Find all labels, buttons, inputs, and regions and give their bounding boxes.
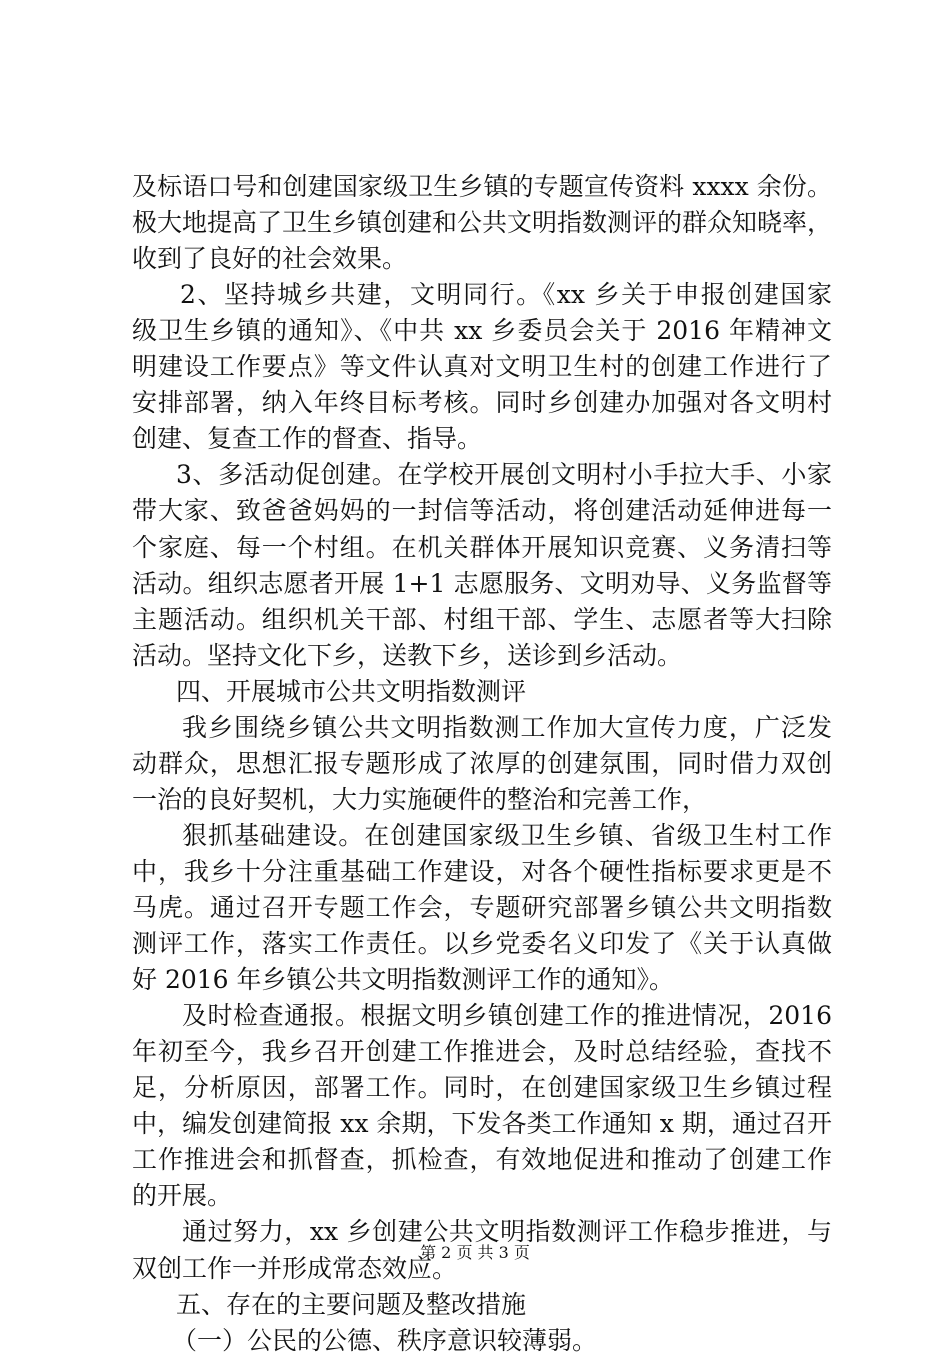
text-line: 3、多活动促创建。在学校开展创文明村小手拉大手、小家: [176, 460, 832, 490]
text-line: 创建、复查工作的督查、指导。: [132, 424, 483, 454]
text-line: 级卫生乡镇的通知》、《中共 xx 乡委员会关于 2016 年精神文: [132, 316, 832, 346]
text-line: 五、存在的主要问题及整改措施: [176, 1289, 527, 1319]
text-line: 测评工作，落实工作责任。以乡党委名义印发了《关于认真做: [132, 929, 832, 958]
text-line: 年初至今，我乡召开创建工作推进会，及时总结经验，查找不: [132, 1037, 832, 1067]
text-line: 活动。组织志愿者开展 1+1 志愿服务、文明劝导、义务监督等: [132, 568, 832, 598]
text-line: 马虎。通过召开专题工作会，专题研究部署乡镇公共文明指数: [132, 893, 832, 922]
text-line: 明建设工作要点》等文件认真对文明卫生村的创建工作进行了: [132, 352, 832, 382]
text-line: 活动。坚持文化下乡，送教下乡，送诊到乡活动。: [132, 640, 683, 670]
text-line: 及标语口号和创建国家级卫生乡镇的专题宣传资料 xxxx 余份。: [132, 172, 832, 201]
text-line: 足，分析原因，部署工作。同时，在创建国家级卫生乡镇过程: [132, 1073, 832, 1103]
text-line: 中，我乡十分注重基础工作建设，对各个硬性指标要求更是不: [132, 856, 832, 886]
text-line: 工作推进会和抓督查，抓检查，有效地促进和推动了创建工作: [132, 1145, 832, 1175]
text-line: 主题活动。组织机关干部、村组干部、学生、志愿者等大扫除: [132, 604, 832, 634]
text-line: 动群众，思想汇报专题形成了浓厚的创建氛围，同时借力双创: [132, 748, 832, 778]
text-line: 带大家、致爸爸妈妈的一封信等活动，将创建活动延伸进每一: [132, 496, 832, 526]
text-line: 收到了良好的社会效果。: [132, 244, 408, 274]
text-line: 好 2016 年乡镇公共文明指数测评工作的通知》。: [132, 965, 675, 995]
text-line: （一）公民的公德、秩序意识较薄弱。: [172, 1325, 598, 1355]
text-line: 我乡围绕乡镇公共文明指数测工作加大宣传力度，广泛发: [182, 712, 832, 742]
text-line: 双创工作一并形成常态效应。: [132, 1253, 458, 1283]
text-line: 一治的良好契机，大力实施硬件的整治和完善工作，: [132, 784, 708, 814]
text-line: 四、开展城市公共文明指数测评: [176, 676, 527, 706]
page-footer: 第 2 页 共 3 页: [420, 1243, 530, 1262]
text-line: 极大地提高了卫生乡镇创建和公共文明指数测评的群众知晓率，: [132, 208, 833, 238]
text-line: 个家庭、每一个村组。在机关群体开展知识竞赛、义务清扫等: [132, 532, 832, 562]
text-line: 的开展。: [132, 1181, 233, 1211]
text-line: 中，编发创建简报 xx 余期，下发各类工作通知 x 期，通过召开: [132, 1109, 832, 1139]
text-line: 通过努力，xx 乡创建公共文明指数测评工作稳步推进，与: [182, 1217, 832, 1247]
text-line: 安排部署，纳入年终目标考核。同时乡创建办加强对各文明村: [132, 388, 832, 418]
text-line: 2、坚持城乡共建，文明同行。《xx 乡关于申报创建国家: [180, 280, 832, 310]
text-line: 狠抓基础建设。在创建国家级卫生乡镇、省级卫生村工作: [182, 820, 832, 850]
text-line: 及时检查通报。根据文明乡镇创建工作的推进情况，2016: [182, 1001, 832, 1031]
